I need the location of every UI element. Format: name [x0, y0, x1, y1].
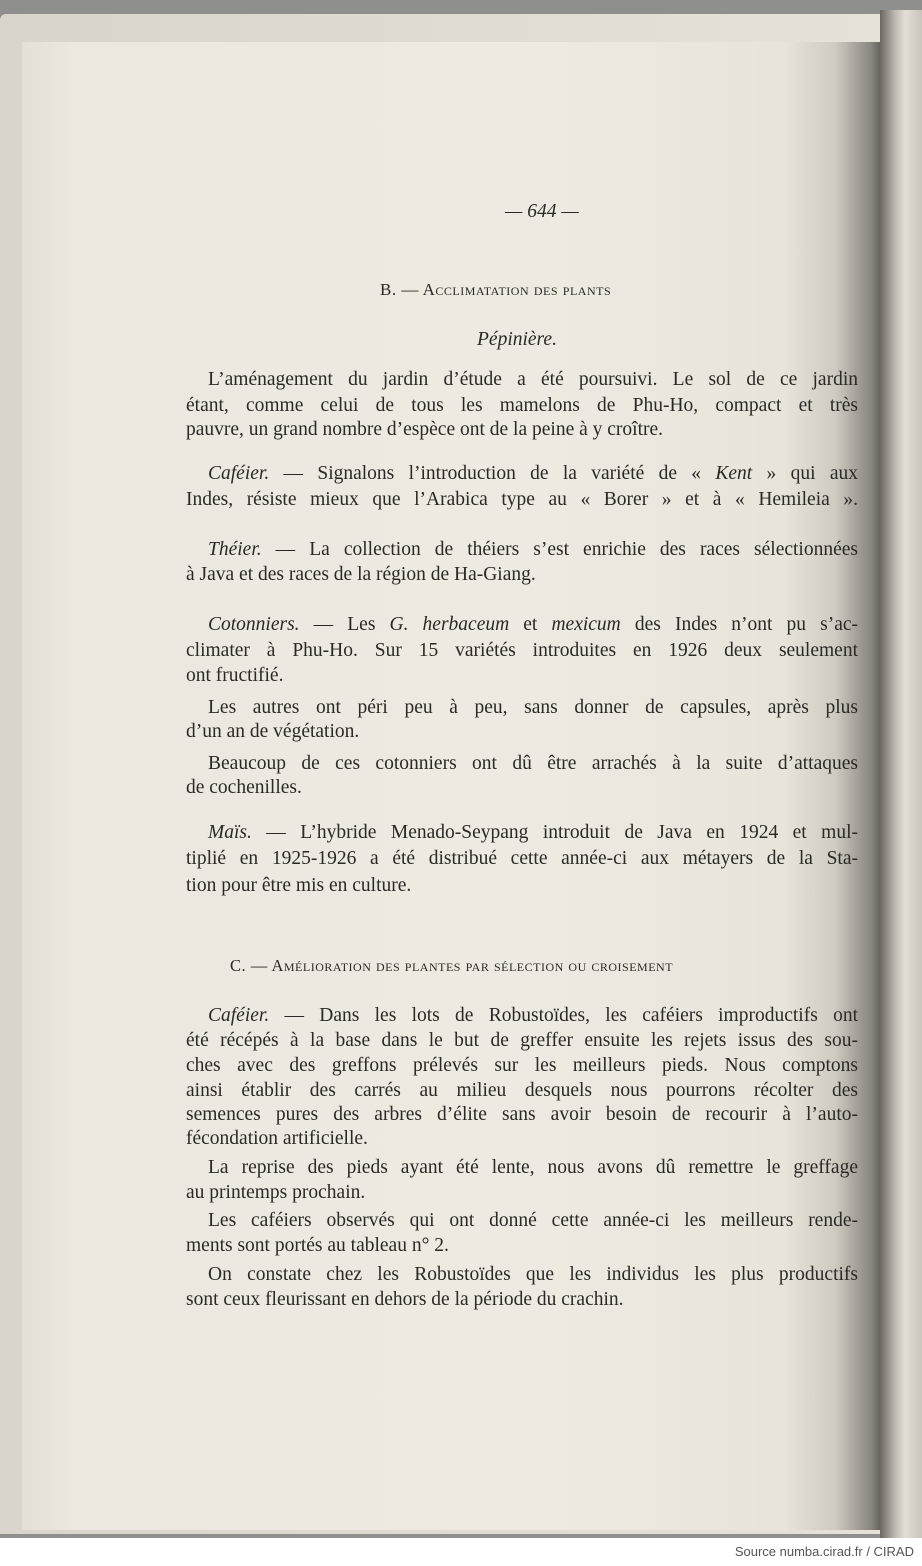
- text-segment: ainsi établir des carrés au milieu desquels nous pourrons récolter des: [186, 1080, 858, 1101]
- text-line: [208, 463, 858, 485]
- text-segment: de cochenilles.: [186, 777, 302, 798]
- text-segment: — La collection de théiers s’est enrichie des races sélectionnées: [261, 539, 858, 560]
- italic-text: mexicum: [551, 614, 621, 635]
- text-segment: La reprise des pieds ayant été lente, nous avons dû remettre le greffage: [208, 1157, 858, 1178]
- text-segment: — Signalons l’introduction de la variété de «: [269, 463, 716, 484]
- section-b-heading: B. — Acclimatation des plants: [380, 280, 612, 299]
- text-segment: étant, comme celui de tous les mamelons de Phu-Ho, compact et très: [186, 395, 858, 416]
- text-segment: tiplié en 1925-1926 a été distribué cette année-ci aux métayers de la Sta-: [186, 848, 858, 869]
- italic-text: Kent: [715, 463, 753, 484]
- text-segment: semences pures des arbres d’élite sans avoir besoin de recourir à l’auto-: [186, 1104, 858, 1125]
- text-segment: tion pour être mis en culture.: [186, 875, 412, 896]
- text-line: [208, 1264, 858, 1286]
- text-line: [186, 848, 858, 870]
- section-c-heading: C. — Amélioration des plantes par sélection ou croisement: [230, 956, 674, 975]
- text-line: [186, 1289, 624, 1311]
- italic-text: Cotonniers.: [208, 614, 300, 635]
- text-line: [208, 369, 858, 391]
- text-segment: des Indes n’ont pu s’ac-: [620, 614, 859, 635]
- text-segment: sont ceux fleurissant en dehors de la période du crachin.: [186, 1289, 624, 1310]
- text-segment: ments sont portés au tableau n° 2.: [186, 1235, 449, 1256]
- text-line: [208, 822, 858, 844]
- text-line: [208, 697, 858, 719]
- text-segment: Indes, résiste mieux que l’Arabica type au « Borer » et à « Hemileia ».: [186, 489, 858, 510]
- text-line: [186, 1128, 368, 1150]
- italic-text: Caféier.: [208, 1005, 270, 1026]
- text-segment: fécondation artificielle.: [186, 1128, 368, 1149]
- text-segment: Beaucoup de ces cotonniers ont dû être arrachés à la suite d’attaques: [208, 753, 858, 774]
- text-line: [186, 1235, 449, 1257]
- text-line: [186, 1055, 858, 1077]
- text-line: [186, 665, 283, 687]
- text-segment: climater à Phu-Ho. Sur 15 variétés introduites en 1926 deux seulement: [186, 640, 858, 661]
- text-line: [208, 539, 858, 561]
- text-line: [186, 395, 858, 417]
- page-number: — 644 —: [505, 201, 579, 222]
- book-spine: [880, 10, 922, 1538]
- text-line: [208, 753, 858, 775]
- subheading-pepiniere: Pépinière.: [477, 329, 557, 350]
- text-line: [186, 1182, 365, 1204]
- text-segment: d’un an de végétation.: [186, 721, 360, 742]
- text-line: [186, 640, 858, 662]
- text-line: [186, 1030, 858, 1052]
- text-segment: au printemps prochain.: [186, 1182, 366, 1203]
- text-line: [208, 1005, 858, 1027]
- text-segment: à Java et des races de la région de Ha-Giang.: [186, 564, 536, 585]
- text-segment: On constate chez les Robustoïdes que les individus les plus productifs: [208, 1264, 858, 1285]
- text-segment: Les autres ont péri peu à peu, sans donner de capsules, après plus: [208, 697, 858, 718]
- text-segment: — L’hybride Menado-Seypang introduit de Java en 1924 et mul-: [251, 822, 858, 843]
- text-segment: Les caféiers observés qui ont donné cette année-ci les meilleurs rende-: [208, 1210, 858, 1231]
- italic-text: Maïs.: [208, 822, 252, 843]
- text-segment: et: [509, 614, 552, 635]
- text-line: [208, 614, 858, 636]
- text-line: [186, 1080, 858, 1102]
- text-line: [186, 489, 858, 511]
- text-line: [186, 777, 302, 799]
- text-line: [186, 564, 536, 586]
- text-segment: ches avec des greffons prélevés sur les meilleurs pieds. Nous comptons: [186, 1055, 858, 1076]
- text-line: [208, 1210, 858, 1232]
- text-segment: — Les: [299, 614, 390, 635]
- text-line: [186, 419, 663, 441]
- italic-text: G. herbaceum: [389, 614, 510, 635]
- text-segment: » qui aux: [752, 463, 858, 484]
- text-segment: pauvre, un grand nombre d’espèce ont de la peine à y croître.: [186, 419, 664, 440]
- text-segment: été récépés à la base dans le but de greffer ensuite les rejets issus des sou-: [186, 1030, 858, 1051]
- italic-text: Théier.: [208, 539, 262, 560]
- text-segment: ont fructifié.: [186, 665, 284, 686]
- text-segment: L’aménagement du jardin d’étude a été poursuivi. Le sol de ce jardin: [208, 369, 858, 390]
- italic-text: Caféier.: [208, 463, 270, 484]
- text-line: [186, 1104, 858, 1126]
- text-line: [186, 875, 411, 897]
- text-segment: — Dans les lots de Robustoïdes, les caféiers improductifs ont: [269, 1005, 858, 1026]
- text-line: [186, 721, 359, 743]
- source-credit: Source numba.cirad.fr / CIRAD: [734, 1544, 914, 1559]
- text-line: [208, 1157, 858, 1179]
